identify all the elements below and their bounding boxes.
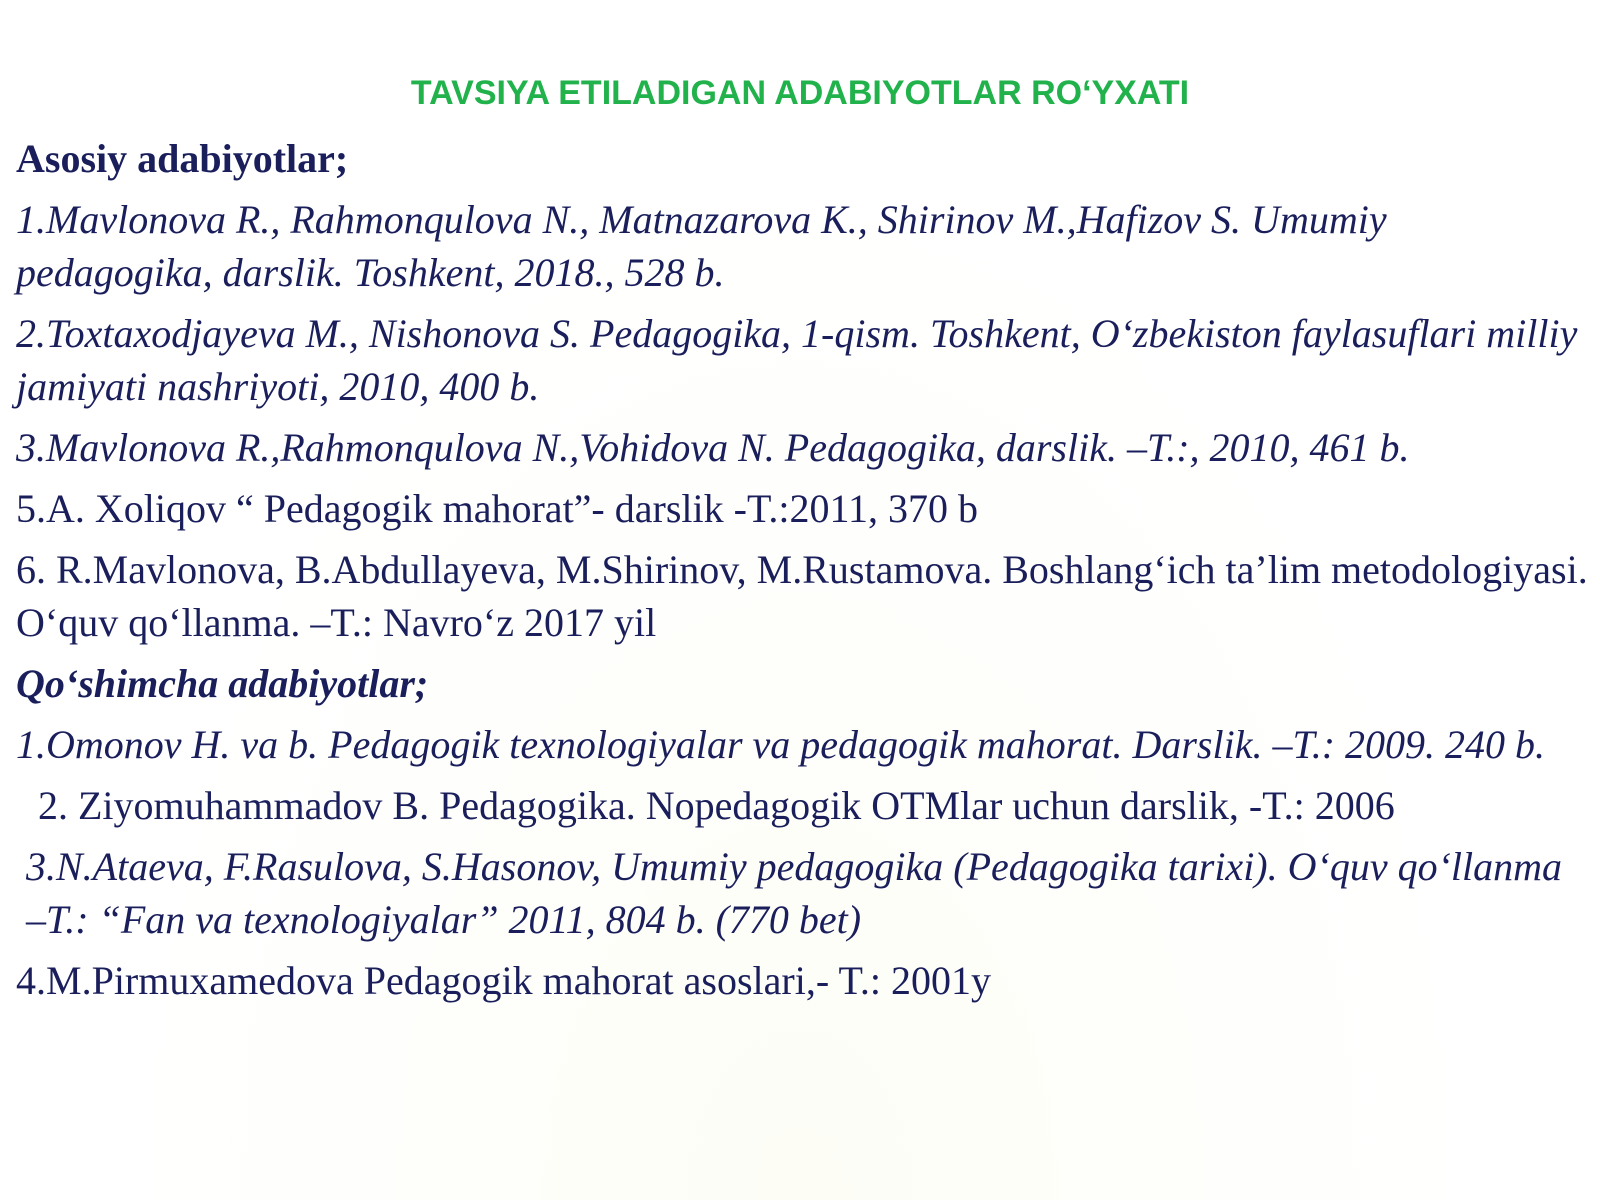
additional-literature-heading: Qo‘shimcha adabiyotlar;: [16, 661, 429, 706]
additional-literature-item-1: 1.Omonov H. va b. Pedagogik texnologiyalar va pedagogik mahorat. Darslik. –T.: 2009. 240 b.: [16, 722, 1546, 767]
main-literature-heading: Asosiy adabiyotlar;: [16, 136, 349, 181]
slide-title: TAVSIYA ETILADIGAN ADABIYOTLAR RO‘YXATI: [410, 74, 1190, 112]
main-literature-item-5: 5.A. Xoliqov “ Pedagogik mahorat”- darslik -T.:2011, 370 b: [16, 486, 979, 531]
additional-literature-item-4: 4.M.Pirmuxamedova Pedagogik mahorat asoslari,- T.: 2001y: [16, 958, 992, 1003]
main-literature-item-6: 6. R.Mavlonova, B.Abdullayeva, M.Shirinov, M.Rustamova. Boshlang‘ich ta’lim metodologiyasi. O‘quv qo‘llanma. –T.: Navro‘z 2017 yil: [16, 547, 1588, 645]
main-literature-item-2: 2.Toxtaxodjayeva M., Nishonova S. Pedagogika, 1-qism. Toshkent, O‘zbekiston faylasuflari milliy jamiyati nashriyoti, 2010, 400 b.: [16, 311, 1578, 409]
main-literature-item-3: 3.Mavlonova R.,Rahmonqulova N.,Vohidova N. Pedagogika, darslik. –T.:, 2010, 461 b.: [16, 425, 1410, 470]
additional-literature-item-2: 2. Ziyomuhammadov B. Pedagogika. Nopedagogik OTMlar uchun darslik, -T.: 2006: [38, 783, 1395, 828]
additional-literature-item-3: 3.N.Ataeva, F.Rasulova, S.Hasonov, Umumiy pedagogika (Pedagogika tarixi). O‘quv qo‘llanma –T.: “Fan va texnologiyalar” 2011, 804 b. (770 bet): [26, 844, 1563, 942]
reference-list: [16, 132, 1591, 1015]
main-literature-item-1: 1.Mavlonova R., Rahmonqulova N., Matnazarova K., Shirinov M.,Hafizov S. Umumiy pedagogika, darslik. Toshkent, 2018., 528 b.: [16, 197, 1387, 295]
